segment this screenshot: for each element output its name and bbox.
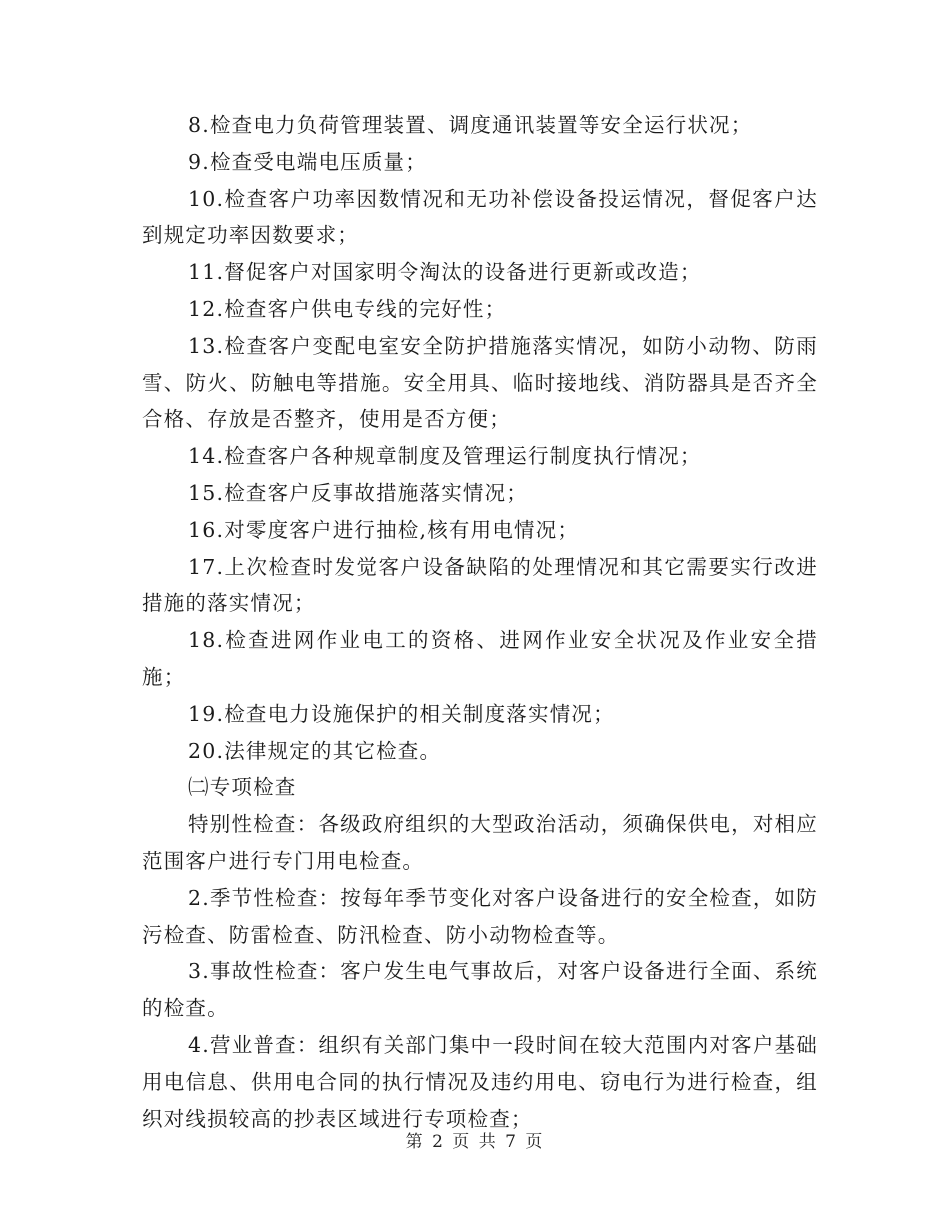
paragraph-seasonal-inspection: 2.季节性检查：按每年季节变化对客户设备进行的安全检查，如防污检查、防雷检查、防汛检查、防小动物检查等。 [142,885,818,947]
paragraph-item-16: 16.对零度客户进行抽检,核有用电情况； [188,517,580,542]
paragraph-item-12: 12.检查客户供电专线的完好性； [188,296,507,321]
paragraph-item-11: 11.督促客户对国家明令淘汰的设备进行更新或改造； [188,260,702,285]
paragraph-item-8: 8.检查电力负荷管理装置、调度通讯装置等安全运行状况； [188,113,753,137]
paragraph-item-10: 10.检查客户功率因数情况和无功补偿设备投运情况，督促客户达到规定功率因数要求； [142,186,818,248]
paragraph-accident-inspection: 3.事故性检查：客户发生电气事故后，对客户设备进行全面、系统的检查。 [142,959,818,1021]
paragraph-item-14: 14.检查客户各种规章制度及管理运行制度执行情况； [188,444,702,469]
paragraph-business-survey: 4.营业普查：组织有关部门集中一段时间在较大范围内对客户基础用电信息、供用电合同的执行情况及违约用电、窃电行为进行检查，组织对线损较高的抄表区域进行专项检查； [142,1032,818,1131]
paragraph-item-18: 18.检查进网作业电工的资格、进网作业安全状况及作业安全措施； [142,628,818,689]
paragraph-item-15: 15.检查客户反事故措施落实情况； [188,480,529,505]
document-body [142,107,818,1137]
page-number-footer: 第 2 页 共 7 页 [405,1132,545,1152]
paragraph-item-20: 20.法律规定的其它检查。 [188,738,442,763]
paragraph-item-19: 19.检查电力设施保护的相关制度落实情况； [188,701,615,726]
section-heading: ㈡专项检查 [188,775,297,800]
paragraph-item-17: 17.上次检查时发觉客户设备缺陷的处理情况和其它需要实行改进措施的落实情况； [142,554,818,616]
paragraph-special-inspection: 特别性检查：各级政府组织的大型政治活动，须确保供电，对相应范围客户进行专门用电检查。 [142,812,818,873]
paragraph-item-13: 13.检查客户变配电室安全防护措施落实情况，如防小动物、防雨雪、防火、防触电等措施。安全用具、临时接地线、消防器具是否齐全合格、存放是否整齐，使用是否方便； [142,333,818,432]
paragraph-item-9: 9.检查受电端电压质量； [188,149,427,174]
